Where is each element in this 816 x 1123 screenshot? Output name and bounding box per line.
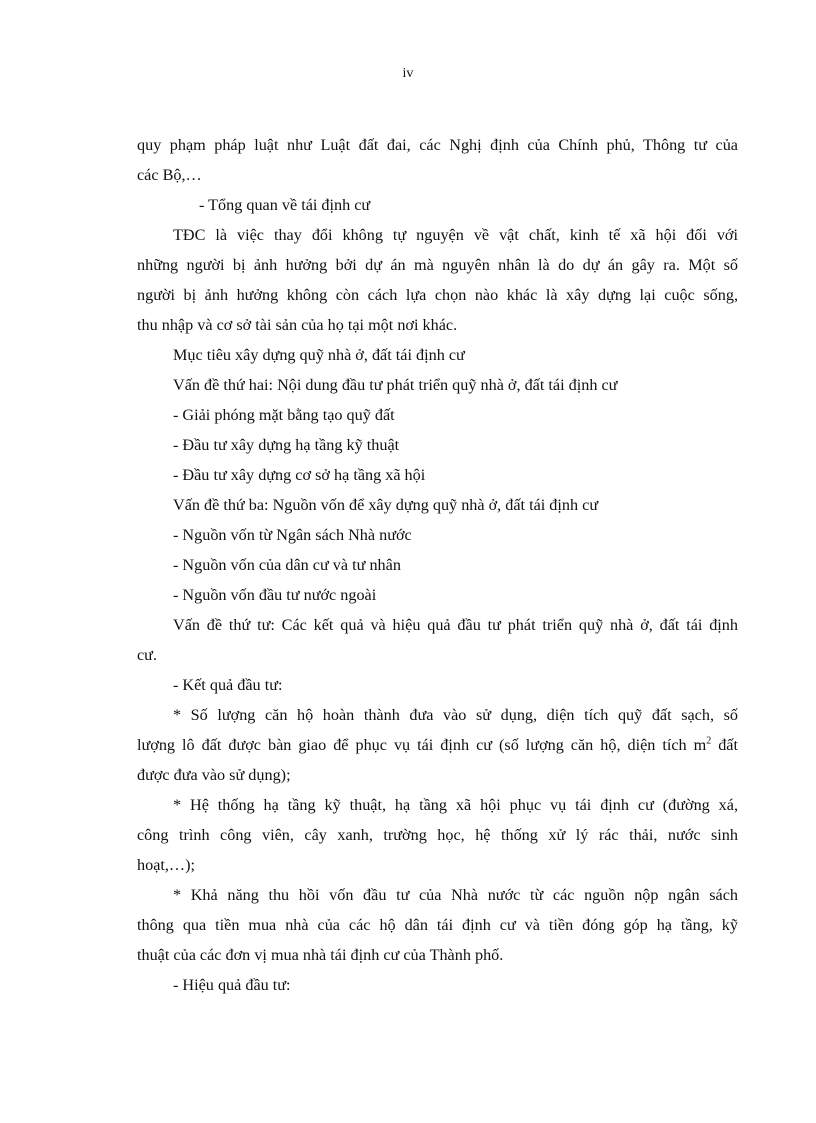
list-item: - Hiệu quả đầu tư: — [173, 976, 291, 994]
list-item: - Nguồn vốn đầu tư nước ngoài — [173, 586, 377, 604]
list-item: - Kết quả đầu tư: — [173, 676, 283, 694]
page-number: iv — [402, 66, 414, 81]
paragraph-line: công trình công viên, cây xanh, trường học, hệ thống xử lý rác thải, nước sinh — [137, 826, 738, 844]
list-item: - Nguồn vốn từ Ngân sách Nhà nước — [173, 526, 412, 544]
line-text: lượng lô đất được bàn giao để phục vụ tái định cư (số lượng căn hộ, diện tích m — [137, 736, 707, 754]
paragraph-line: * Hệ thống hạ tầng kỹ thuật, hạ tầng xã hội phục vụ tái định cư (đường xá, — [173, 796, 738, 814]
paragraph-line: thu nhập và cơ sở tài sản của họ tại một nơi khác. — [137, 316, 458, 334]
section-heading: Vấn đề thứ tư: Các kết quả và hiệu quả đầu tư phát triển quỹ nhà ở, đất tái định — [173, 616, 738, 634]
paragraph-line: các Bộ,… — [137, 166, 202, 184]
paragraph-line: cư. — [137, 646, 158, 664]
paragraph-line: những người bị ảnh hưởng bởi dự án mà nguyên nhân là do dự án gây ra. Một số — [137, 256, 738, 274]
line-text: đất — [711, 736, 738, 754]
paragraph-line: được đưa vào sử dụng); — [137, 766, 291, 784]
paragraph-line: * Số lượng căn hộ hoàn thành đưa vào sử dụng, diện tích quỹ đất sạch, số — [173, 706, 738, 724]
paragraph-line: thuật của các đơn vị mua nhà tái định cư của Thành phố. — [137, 946, 504, 964]
paragraph-line: người bị ảnh hưởng không còn cách lựa chọn nào khác là xây dựng lại cuộc sống, — [137, 286, 738, 304]
section-heading: - Tổng quan về tái định cư — [199, 196, 371, 214]
list-item: - Giải phóng mặt bằng tạo quỹ đất — [173, 406, 395, 424]
page-body — [137, 130, 738, 1000]
paragraph-line: quy phạm pháp luật như Luật đất đai, các Nghị định của Chính phủ, Thông tư của — [137, 136, 738, 154]
superscript: 2 — [706, 735, 712, 747]
section-heading: Vấn đề thứ ba: Nguồn vốn để xây dựng quỹ nhà ở, đất tái định cư — [173, 496, 599, 514]
paragraph-line: thông qua tiền mua nhà của các hộ dân tái định cư và tiền đóng góp hạ tầng, kỹ — [137, 916, 738, 934]
section-heading: Vấn đề thứ hai: Nội dung đầu tư phát triển quỹ nhà ở, đất tái định cư — [173, 376, 618, 394]
paragraph-line: TĐC là việc thay đổi không tự nguyện về vật chất, kinh tế xã hội đối với — [173, 226, 738, 244]
list-item: - Nguồn vốn của dân cư và tư nhân — [173, 556, 401, 574]
section-heading: Mục tiêu xây dựng quỹ nhà ở, đất tái định cư — [173, 346, 465, 364]
list-item: - Đầu tư xây dựng hạ tầng kỹ thuật — [173, 436, 400, 454]
paragraph-line — [137, 730, 738, 760]
paragraph-line: hoạt,…); — [137, 856, 195, 874]
paragraph-line: * Khả năng thu hồi vốn đầu tư của Nhà nước từ các nguồn nộp ngân sách — [173, 886, 738, 904]
list-item: - Đầu tư xây dựng cơ sở hạ tầng xã hội — [173, 466, 426, 484]
